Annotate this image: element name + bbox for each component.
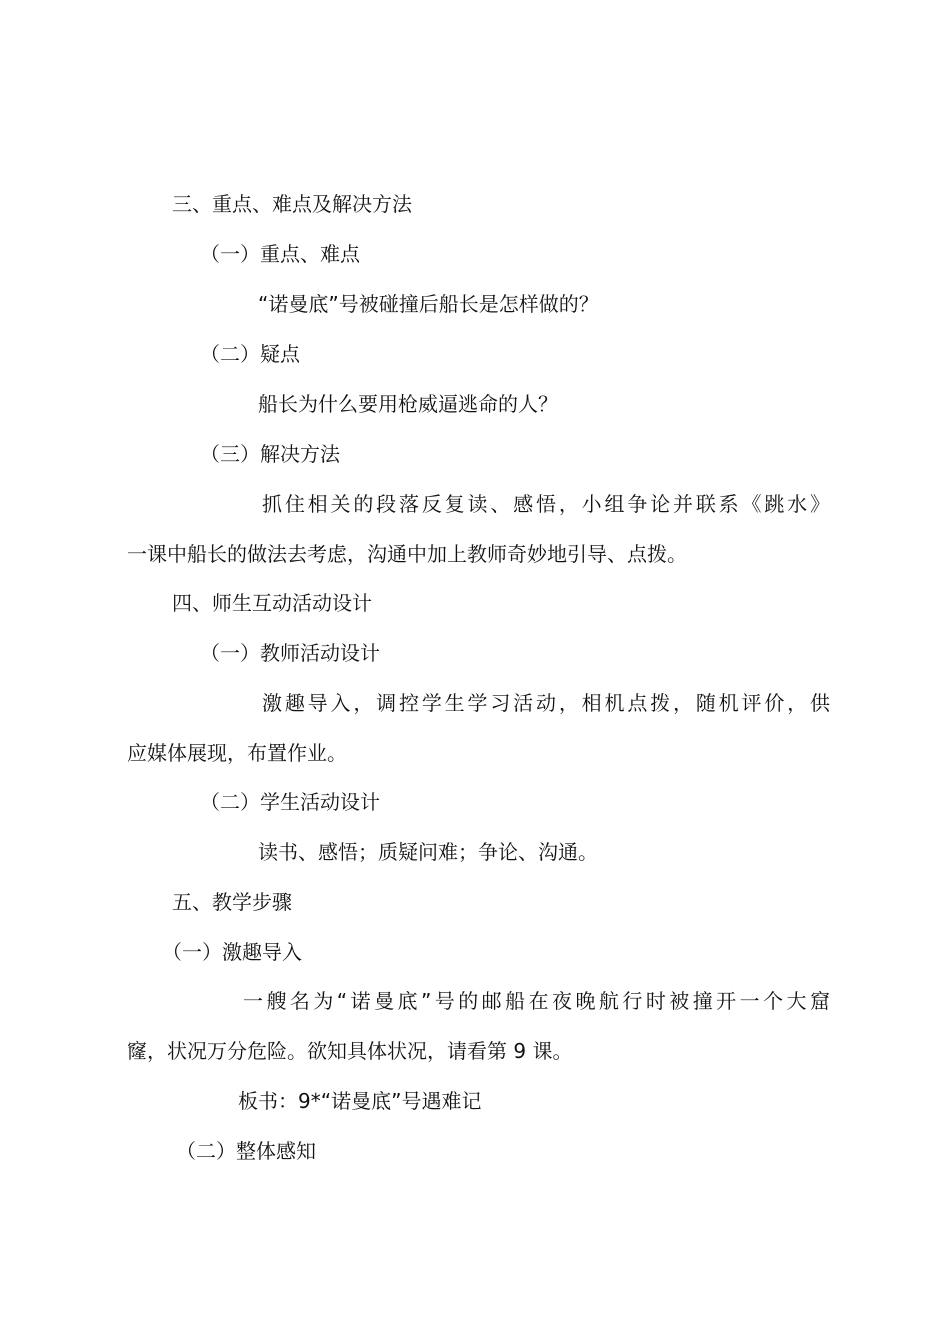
- section-4-sub-1-title: （一）教师活动设计: [200, 641, 380, 665]
- section-5-sub-1-title: （一）激趣导入: [162, 940, 302, 964]
- section-5-sub-2-title: （二）整体感知: [176, 1139, 316, 1163]
- section-3-sub-2-title: （二）疑点: [200, 342, 300, 366]
- section-5-sub-1-body-line-1: 一艘名为“诺曼底”号的邮船在夜晚航行时被撞开一个大窟: [243, 989, 830, 1013]
- section-5-sub-1-body-line-2: 窿，状况万分危险。欲知具体状况，请看第 9 课。: [127, 1039, 573, 1063]
- section-5-heading: 五、教学步骤: [172, 890, 292, 914]
- section-4-heading: 四、师生互动活动设计: [172, 591, 372, 615]
- section-3-sub-1-title: （一）重点、难点: [200, 242, 360, 266]
- section-4-sub-2-title: （二）学生活动设计: [200, 790, 380, 814]
- section-3-sub-1-body: “诺曼底”号被碰撞后船长是怎样做的？: [258, 292, 599, 316]
- section-3-sub-3-title: （三）解决方法: [200, 442, 340, 466]
- section-3-sub-3-body-line-2: 一课中船长的做法去考虑，沟通中加上教师奇妙地引导、点拨。: [127, 542, 687, 566]
- section-4-sub-1-body-line-2: 应媒体展现，布置作业。: [127, 741, 347, 765]
- section-4-sub-2-body: 读书、感悟；质疑问难；争论、沟通。: [258, 840, 598, 864]
- section-3-heading: 三、重点、难点及解决方法: [172, 192, 412, 216]
- section-3-sub-3-body-line-1: 抓住相关的段落反复读、感悟，小组争论并联系《跳水》: [262, 492, 830, 516]
- section-5-sub-1-board-note: 板书：9*“诺曼底”号遇难记: [238, 1089, 482, 1113]
- section-4-sub-1-body-line-1: 激趣导入，调控学生学习活动，相机点拨，随机评价，供: [262, 691, 830, 715]
- section-3-sub-2-body: 船长为什么要用枪威逼逃命的人？: [258, 392, 558, 416]
